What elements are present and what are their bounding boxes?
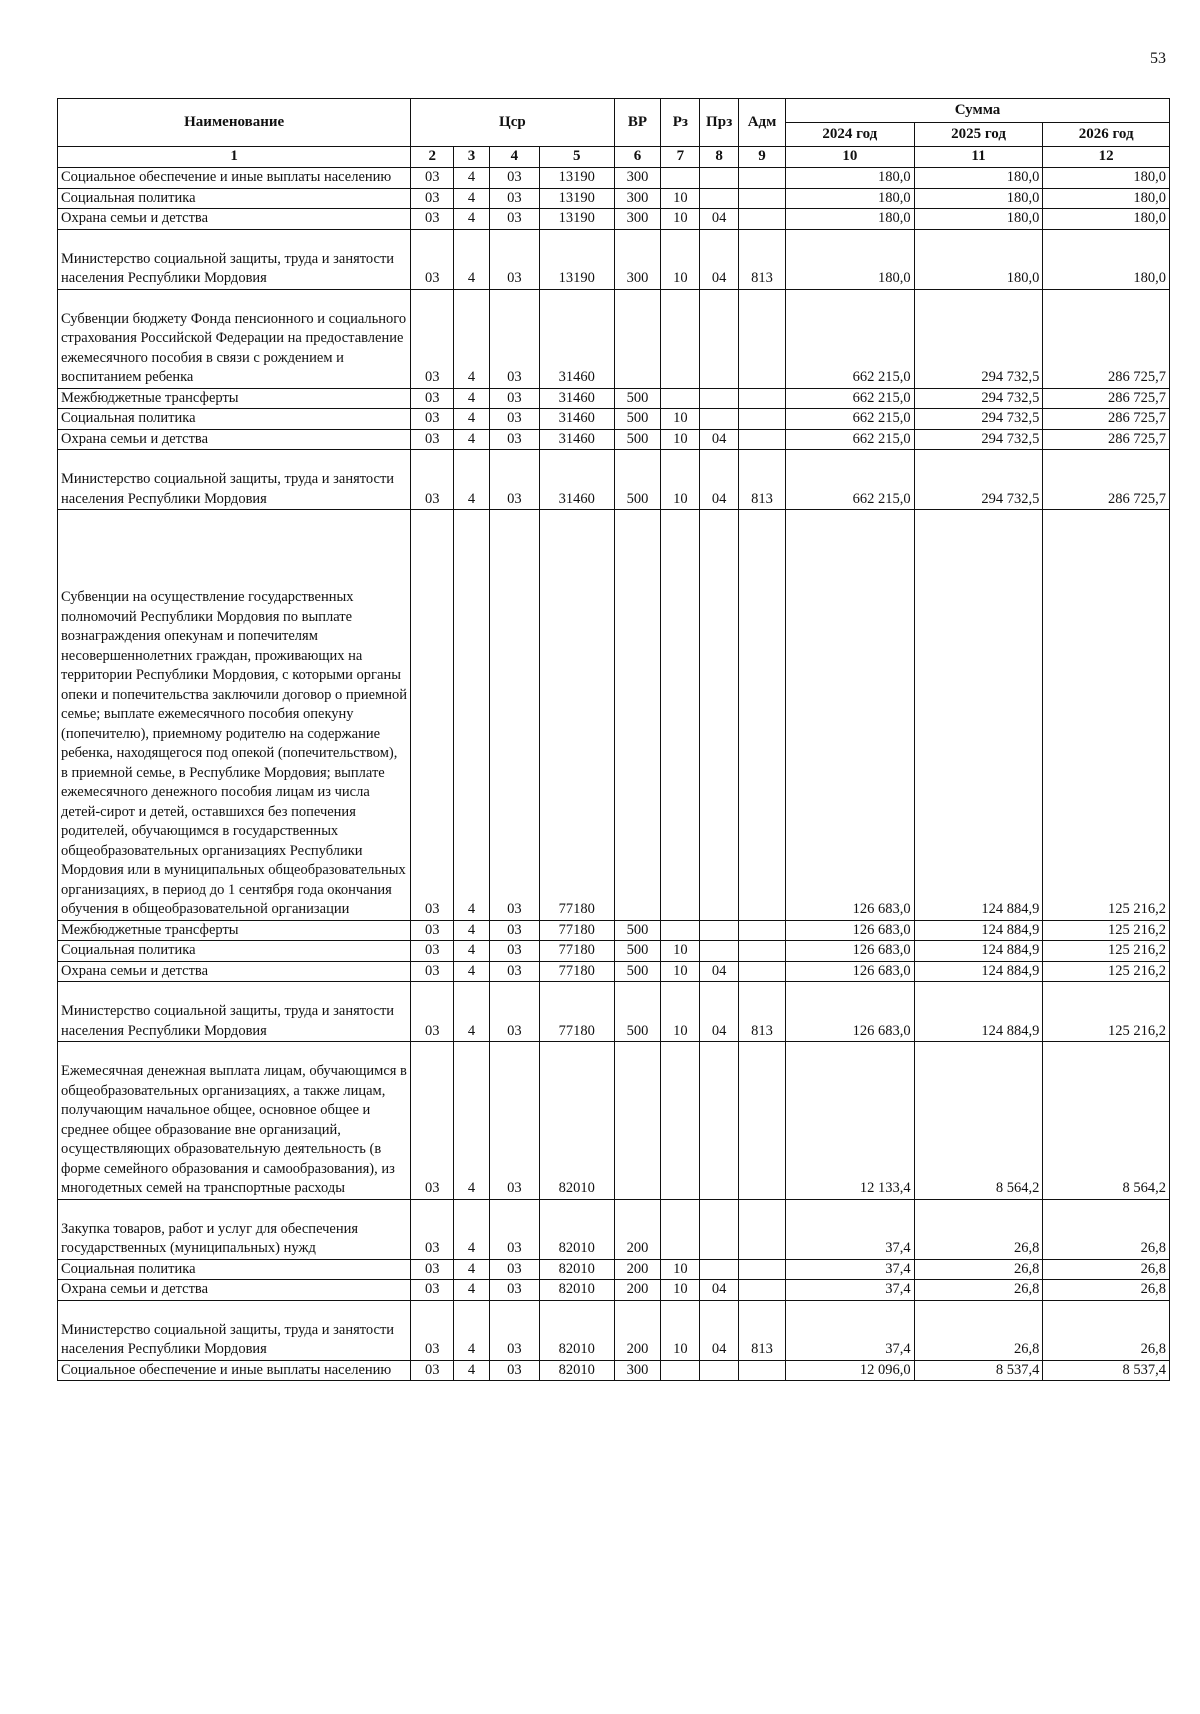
sum-2025: 26,8 [914,1199,1043,1259]
sum-2026: 125 216,2 [1043,982,1170,1042]
sum-2025: 8 537,4 [914,1360,1043,1381]
rz-code [661,920,700,941]
vr-code: 500 [614,961,661,982]
vr-code [614,1042,661,1200]
header-adm: Адм [739,99,786,147]
rz-code [661,388,700,409]
csr-program: 03 [411,289,454,388]
table-row [58,510,1170,921]
csr-program: 03 [411,209,454,230]
sum-2025: 124 884,9 [914,982,1043,1042]
csr-program: 03 [411,1259,454,1280]
rz-code: 10 [661,1280,700,1301]
sum-2025: 294 732,5 [914,409,1043,430]
sum-2024: 37,4 [786,1300,915,1360]
row-name: Министерство социальной защиты, труда и занятости населения Республики Мордовия [58,450,411,510]
csr-direction: 82010 [539,1280,614,1301]
adm-code: 813 [739,450,786,510]
csr-type: 4 [454,289,490,388]
col-number: 5 [539,147,614,168]
sum-2024: 662 215,0 [786,429,915,450]
sum-2026: 286 725,7 [1043,429,1170,450]
adm-code: 813 [739,1300,786,1360]
rz-code: 10 [661,1300,700,1360]
csr-subprogram: 03 [489,429,539,450]
vr-code: 500 [614,982,661,1042]
row-name: Министерство социальной защиты, труда и занятости населения Республики Мордовия [58,229,411,289]
adm-code: 813 [739,982,786,1042]
prz-code: 04 [700,229,739,289]
adm-code [739,1360,786,1381]
col-number: 8 [700,147,739,168]
csr-type: 4 [454,510,490,921]
rz-code: 10 [661,1259,700,1280]
csr-type: 4 [454,1280,490,1301]
csr-program: 03 [411,1300,454,1360]
csr-direction: 31460 [539,450,614,510]
sum-2025: 124 884,9 [914,961,1043,982]
prz-code: 04 [700,209,739,230]
table-row [58,289,1170,388]
vr-code: 300 [614,168,661,189]
adm-code [739,209,786,230]
col-number: 2 [411,147,454,168]
table-row [58,1360,1170,1381]
header-sum: Сумма [786,99,1170,123]
csr-type: 4 [454,209,490,230]
csr-direction: 13190 [539,229,614,289]
table-row [58,409,1170,430]
sum-2025: 124 884,9 [914,941,1043,962]
adm-code [739,168,786,189]
sum-2026: 125 216,2 [1043,941,1170,962]
table-row [58,920,1170,941]
csr-type: 4 [454,409,490,430]
table-row [58,1259,1170,1280]
sum-2025: 180,0 [914,188,1043,209]
row-name: Охрана семьи и детства [58,209,411,230]
header-year-2024: 2024 год [786,123,915,147]
csr-type: 4 [454,1259,490,1280]
table-row [58,1199,1170,1259]
csr-type: 4 [454,388,490,409]
header-rz: Рз [661,99,700,147]
sum-2026: 180,0 [1043,188,1170,209]
csr-program: 03 [411,1360,454,1381]
csr-type: 4 [454,229,490,289]
csr-program: 03 [411,1280,454,1301]
table-row [58,209,1170,230]
adm-code [739,510,786,921]
sum-2024: 180,0 [786,168,915,189]
csr-program: 03 [411,961,454,982]
csr-subprogram: 03 [489,229,539,289]
csr-program: 03 [411,510,454,921]
table-row [58,388,1170,409]
row-name: Социальная политика [58,409,411,430]
sum-2025: 180,0 [914,168,1043,189]
row-name: Социальная политика [58,1259,411,1280]
csr-direction: 77180 [539,941,614,962]
sum-2024: 662 215,0 [786,409,915,430]
vr-code: 500 [614,409,661,430]
csr-program: 03 [411,388,454,409]
csr-direction: 82010 [539,1259,614,1280]
csr-direction: 77180 [539,982,614,1042]
table-body [58,168,1170,1381]
sum-2024: 12 133,4 [786,1042,915,1200]
sum-2024: 180,0 [786,188,915,209]
prz-code [700,188,739,209]
column-number-row [58,147,1170,168]
rz-code: 10 [661,961,700,982]
table-row [58,188,1170,209]
sum-2026: 180,0 [1043,168,1170,189]
row-name: Охрана семьи и детства [58,1280,411,1301]
csr-type: 4 [454,168,490,189]
row-name: Министерство социальной защиты, труда и занятости населения Республики Мордовия [58,982,411,1042]
csr-program: 03 [411,229,454,289]
vr-code: 300 [614,229,661,289]
header-csr: Цср [411,99,614,147]
row-name: Министерство социальной защиты, труда и занятости населения Республики Мордовия [58,1300,411,1360]
sum-2024: 662 215,0 [786,450,915,510]
sum-2024: 662 215,0 [786,289,915,388]
csr-subprogram: 03 [489,1042,539,1200]
prz-code: 04 [700,429,739,450]
adm-code [739,1199,786,1259]
csr-type: 4 [454,429,490,450]
sum-2026: 125 216,2 [1043,961,1170,982]
prz-code [700,1042,739,1200]
csr-subprogram: 03 [489,388,539,409]
row-name: Межбюджетные трансферты [58,388,411,409]
prz-code [700,1259,739,1280]
rz-code: 10 [661,429,700,450]
sum-2024: 180,0 [786,229,915,289]
row-name: Межбюджетные трансферты [58,920,411,941]
vr-code: 200 [614,1300,661,1360]
csr-subprogram: 03 [489,188,539,209]
sum-2025: 294 732,5 [914,450,1043,510]
sum-2024: 37,4 [786,1199,915,1259]
vr-code: 300 [614,209,661,230]
col-number: 12 [1043,147,1170,168]
prz-code [700,920,739,941]
row-name: Закупка товаров, работ и услуг для обеспечения государственных (муниципальных) нужд [58,1199,411,1259]
col-number: 7 [661,147,700,168]
csr-subprogram: 03 [489,450,539,510]
prz-code: 04 [700,982,739,1042]
prz-code [700,1360,739,1381]
vr-code [614,510,661,921]
sum-2026: 286 725,7 [1043,450,1170,510]
row-name: Социальная политика [58,941,411,962]
csr-direction: 31460 [539,289,614,388]
table-row [58,168,1170,189]
csr-subprogram: 03 [489,1300,539,1360]
csr-program: 03 [411,429,454,450]
csr-type: 4 [454,188,490,209]
sum-2024: 37,4 [786,1259,915,1280]
rz-code [661,510,700,921]
sum-2026: 286 725,7 [1043,388,1170,409]
col-number: 9 [739,147,786,168]
csr-type: 4 [454,450,490,510]
csr-subprogram: 03 [489,920,539,941]
sum-2026: 26,8 [1043,1259,1170,1280]
prz-code: 04 [700,1280,739,1301]
prz-code: 04 [700,1300,739,1360]
adm-code [739,409,786,430]
sum-2026: 26,8 [1043,1300,1170,1360]
header-year-2026: 2026 год [1043,123,1170,147]
sum-2025: 8 564,2 [914,1042,1043,1200]
adm-code [739,289,786,388]
csr-direction: 77180 [539,510,614,921]
header-year-2025: 2025 год [914,123,1043,147]
sum-2026: 8 564,2 [1043,1042,1170,1200]
csr-subprogram: 03 [489,1280,539,1301]
csr-direction: 13190 [539,209,614,230]
row-name: Социальная политика [58,188,411,209]
sum-2025: 26,8 [914,1280,1043,1301]
csr-program: 03 [411,168,454,189]
col-number: 4 [489,147,539,168]
csr-direction: 13190 [539,168,614,189]
sum-2024: 12 096,0 [786,1360,915,1381]
sum-2025: 124 884,9 [914,920,1043,941]
csr-program: 03 [411,409,454,430]
row-name: Субвенции бюджету Фонда пенсионного и социального страхования Российской Федерации на предоставление ежемесячного пособия в связи с рождением и воспитанием ребенка [58,289,411,388]
rz-code [661,168,700,189]
prz-code [700,1199,739,1259]
col-number: 10 [786,147,915,168]
csr-subprogram: 03 [489,961,539,982]
csr-direction: 82010 [539,1042,614,1200]
prz-code [700,510,739,921]
csr-program: 03 [411,1199,454,1259]
sum-2025: 26,8 [914,1300,1043,1360]
csr-type: 4 [454,1199,490,1259]
csr-program: 03 [411,982,454,1042]
sum-2026: 8 537,4 [1043,1360,1170,1381]
prz-code [700,289,739,388]
sum-2025: 294 732,5 [914,289,1043,388]
col-number: 11 [914,147,1043,168]
csr-subprogram: 03 [489,409,539,430]
col-number: 1 [58,147,411,168]
sum-2024: 37,4 [786,1280,915,1301]
vr-code: 500 [614,388,661,409]
vr-code: 500 [614,941,661,962]
sum-2024: 662 215,0 [786,388,915,409]
vr-code: 500 [614,450,661,510]
csr-type: 4 [454,1042,490,1200]
row-name: Ежемесячная денежная выплата лицам, обучающимся в общеобразовательных организациях, а также лицам, получающим начальное общее, основное общее и среднее общее образование вне организаций, осуществляющих образовательную деятельность (в форме семейного образования и самообразования), из многодетных семей на транспортные расходы [58,1042,411,1200]
csr-program: 03 [411,1042,454,1200]
budget-table [57,98,1170,1381]
csr-direction: 82010 [539,1300,614,1360]
csr-direction: 31460 [539,429,614,450]
vr-code: 300 [614,1360,661,1381]
adm-code [739,961,786,982]
col-number: 6 [614,147,661,168]
prz-code: 04 [700,961,739,982]
csr-direction: 31460 [539,388,614,409]
table-row [58,429,1170,450]
vr-code: 200 [614,1280,661,1301]
header-prz: Прз [700,99,739,147]
table-row [58,1280,1170,1301]
prz-code [700,168,739,189]
csr-type: 4 [454,961,490,982]
vr-code: 500 [614,429,661,450]
rz-code [661,289,700,388]
adm-code [739,920,786,941]
csr-program: 03 [411,450,454,510]
vr-code: 200 [614,1199,661,1259]
adm-code [739,388,786,409]
table-row [58,450,1170,510]
row-name: Охрана семьи и детства [58,429,411,450]
adm-code [739,188,786,209]
prz-code [700,409,739,430]
csr-subprogram: 03 [489,1259,539,1280]
prz-code [700,941,739,962]
vr-code: 200 [614,1259,661,1280]
adm-code: 813 [739,229,786,289]
prz-code [700,388,739,409]
csr-subprogram: 03 [489,510,539,921]
csr-program: 03 [411,941,454,962]
rz-code [661,1199,700,1259]
sum-2025: 294 732,5 [914,388,1043,409]
sum-2026: 180,0 [1043,209,1170,230]
csr-direction: 13190 [539,188,614,209]
sum-2024: 180,0 [786,209,915,230]
table-row [58,982,1170,1042]
sum-2024: 126 683,0 [786,510,915,921]
sum-2026: 125 216,2 [1043,510,1170,921]
row-name: Охрана семьи и детства [58,961,411,982]
row-name: Социальное обеспечение и иные выплаты населению [58,1360,411,1381]
csr-direction: 77180 [539,920,614,941]
sum-2024: 126 683,0 [786,920,915,941]
sum-2026: 125 216,2 [1043,920,1170,941]
rz-code: 10 [661,982,700,1042]
rz-code [661,1042,700,1200]
sum-2025: 124 884,9 [914,510,1043,921]
sum-2024: 126 683,0 [786,982,915,1042]
sum-2025: 180,0 [914,209,1043,230]
adm-code [739,1042,786,1200]
csr-program: 03 [411,920,454,941]
table-row [58,941,1170,962]
vr-code: 500 [614,920,661,941]
csr-direction: 82010 [539,1199,614,1259]
adm-code [739,1280,786,1301]
row-name: Социальное обеспечение и иные выплаты населению [58,168,411,189]
csr-type: 4 [454,941,490,962]
vr-code: 300 [614,188,661,209]
sum-2025: 294 732,5 [914,429,1043,450]
adm-code [739,941,786,962]
header-name: Наименование [58,99,411,147]
csr-program: 03 [411,188,454,209]
adm-code [739,1259,786,1280]
csr-subprogram: 03 [489,941,539,962]
rz-code: 10 [661,409,700,430]
vr-code [614,289,661,388]
rz-code [661,1360,700,1381]
csr-direction: 77180 [539,961,614,982]
sum-2024: 126 683,0 [786,941,915,962]
csr-type: 4 [454,1360,490,1381]
sum-2025: 180,0 [914,229,1043,289]
table-row [58,961,1170,982]
row-name: Субвенции на осуществление государственных полномочий Республики Мордовия по выплате вознаграждения опекунам и попечителям несовершеннолетних граждан, проживающих на территории Республики Мордовия, с которыми органы опеки и попечительства заключили договор о приемной семье; выплате ежемесячного пособия опекуну (попечителю), приемному родителю на содержание ребенка, находящегося под опекой (попечительством), в приемной семье, в Республике Мордовия; выплате ежемесячного денежного пособия лицам из числа детей-сирот и детей, оставшихся без попечения родителей, обучающимся в государственных общеобразовательных организациях Республики Мордовия или в муниципальных общеобразовательных организациях, в период до 1 сентября года окончания обучения в общеобразовательной организации [58,510,411,921]
col-number: 3 [454,147,490,168]
csr-subprogram: 03 [489,209,539,230]
sum-2026: 286 725,7 [1043,409,1170,430]
sum-2026: 26,8 [1043,1199,1170,1259]
sum-2026: 26,8 [1043,1280,1170,1301]
page-number: 53 [1150,50,1166,67]
rz-code: 10 [661,941,700,962]
csr-subprogram: 03 [489,982,539,1042]
table-row [58,1042,1170,1200]
csr-subprogram: 03 [489,289,539,388]
table-row [58,1300,1170,1360]
csr-type: 4 [454,1300,490,1360]
rz-code: 10 [661,450,700,510]
csr-subprogram: 03 [489,168,539,189]
csr-subprogram: 03 [489,1199,539,1259]
sum-2025: 26,8 [914,1259,1043,1280]
sum-2026: 180,0 [1043,229,1170,289]
csr-type: 4 [454,920,490,941]
prz-code: 04 [700,450,739,510]
sum-2024: 126 683,0 [786,961,915,982]
rz-code: 10 [661,188,700,209]
csr-direction: 31460 [539,409,614,430]
csr-subprogram: 03 [489,1360,539,1381]
rz-code: 10 [661,229,700,289]
csr-direction: 82010 [539,1360,614,1381]
rz-code: 10 [661,209,700,230]
adm-code [739,429,786,450]
header-vr: ВР [614,99,661,147]
sum-2026: 286 725,7 [1043,289,1170,388]
table-row [58,229,1170,289]
csr-type: 4 [454,982,490,1042]
